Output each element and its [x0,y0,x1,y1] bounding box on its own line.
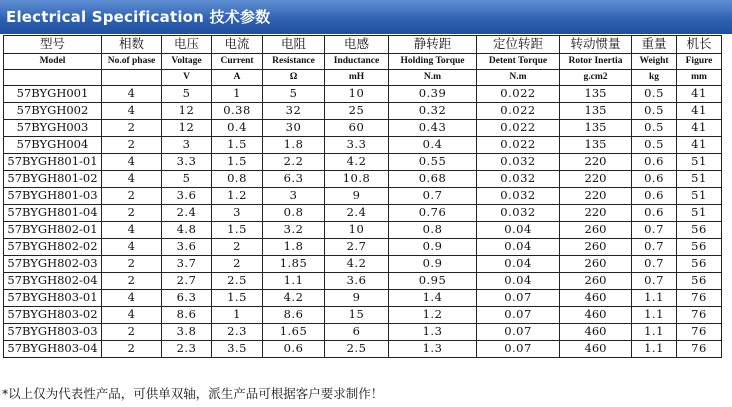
table-cell: 135 [560,86,632,103]
table-cell: 32 [263,103,325,120]
table-row [4,120,722,137]
table-cell: 76 [677,290,722,307]
table-cell: 2.7 [325,239,389,256]
table-cell: 5 [263,86,325,103]
header-cell: Detent Torque [477,54,560,70]
table-cell: 1.65 [263,324,325,341]
table-cell: 1.5 [212,290,263,307]
table-cell: 8.6 [162,307,212,324]
table-row [4,86,722,103]
table-cell: 1.3 [389,324,477,341]
table-cell: 51 [677,171,722,188]
table-cell: 15 [325,307,389,324]
table-cell: 460 [560,324,632,341]
table-cell: 460 [560,290,632,307]
table-cell: 3 [263,188,325,205]
header-row-english [4,54,722,70]
table-cell: 56 [677,222,722,239]
table-cell: 2 [102,324,162,341]
model-cell: 57BYGH803-03 [4,324,102,341]
table-cell: 1.2 [389,307,477,324]
table-cell: 5 [162,171,212,188]
table-cell: 2 [102,256,162,273]
table-cell: 76 [677,324,722,341]
unit-cell: g.cm2 [560,70,632,86]
header-cell: No.of phase [102,54,162,70]
table-cell: 1.8 [263,239,325,256]
table-cell: 220 [560,154,632,171]
table-cell: 0.022 [477,103,560,120]
table-cell: 1.5 [212,222,263,239]
table-cell: 12 [162,103,212,120]
table-cell: 0.4 [389,137,477,154]
table-row [4,324,722,341]
table-cell: 30 [263,120,325,137]
table-cell: 51 [677,154,722,171]
table-cell: 2.3 [212,324,263,341]
page-title: Electrical Specification 技术参数 [6,8,271,26]
table-cell: 0.9 [389,239,477,256]
table-cell: 260 [560,239,632,256]
table-cell: 4.8 [162,222,212,239]
table-cell: 0.6 [632,171,677,188]
header-cell: Inductance [325,54,389,70]
header-cell: 电流 [212,36,263,54]
table-cell: 1.4 [389,290,477,307]
header-cell: 机长 [677,36,722,54]
table-cell: 51 [677,188,722,205]
header-cell: 相数 [102,36,162,54]
title-banner [0,0,732,34]
table-cell: 12 [162,120,212,137]
table-row [4,188,722,205]
table-cell: 2.2 [263,154,325,171]
table-cell: 0.04 [477,256,560,273]
unit-cell [4,70,102,86]
table-cell: 0.5 [632,103,677,120]
model-cell: 57BYGH803-04 [4,341,102,358]
unit-cell: mm [677,70,722,86]
header-cell: 电压 [162,36,212,54]
table-cell: 2 [102,205,162,222]
unit-cell: kg [632,70,677,86]
table-cell: 0.68 [389,171,477,188]
table-cell: 41 [677,120,722,137]
table-cell: 0.5 [632,137,677,154]
table-cell: 0.8 [263,205,325,222]
model-cell: 57BYGH801-01 [4,154,102,171]
table-cell: 1.5 [212,154,263,171]
table-cell: 0.022 [477,120,560,137]
table-cell: 0.55 [389,154,477,171]
table-cell: 1.2 [212,188,263,205]
table-cell: 4 [102,222,162,239]
table-cell: 0.07 [477,307,560,324]
model-cell: 57BYGH002 [4,103,102,120]
table-row [4,154,722,171]
header-cell: 转动惯量 [560,36,632,54]
table-cell: 0.76 [389,205,477,222]
header-cell: Model [4,54,102,70]
table-cell: 2.5 [325,341,389,358]
table-cell: 0.032 [477,154,560,171]
table-cell: 2 [102,341,162,358]
table-cell: 0.4 [212,120,263,137]
unit-cell: N.m [389,70,477,86]
table-cell: 4 [102,171,162,188]
specification-rows [4,86,722,358]
table-cell: 2 [102,137,162,154]
table-cell: 0.39 [389,86,477,103]
table-cell: 0.07 [477,290,560,307]
header-cell: Voltage [162,54,212,70]
table-cell: 0.04 [477,239,560,256]
table-cell: 135 [560,137,632,154]
table-cell: 9 [325,290,389,307]
table-cell: 3.3 [162,154,212,171]
table-cell: 56 [677,239,722,256]
table-cell: 56 [677,256,722,273]
unit-cell [102,70,162,86]
table-cell: 3.6 [162,239,212,256]
table-cell: 0.6 [632,188,677,205]
table-cell: 2 [102,120,162,137]
table-cell: 0.7 [632,256,677,273]
header-row-chinese [4,36,722,54]
table-cell: 2.7 [162,273,212,290]
table-row [4,341,722,358]
table-row [4,171,722,188]
table-cell: 1.1 [263,273,325,290]
table-cell: 6.3 [263,171,325,188]
table-row [4,239,722,256]
table-cell: 3 [212,205,263,222]
table-cell: 6 [325,324,389,341]
table-cell: 5 [162,86,212,103]
table-cell: 3 [162,137,212,154]
table-cell: 1.5 [212,137,263,154]
table-cell: 3.8 [162,324,212,341]
table-cell: 2.4 [325,205,389,222]
table-cell: 0.32 [389,103,477,120]
table-cell: 260 [560,256,632,273]
header-cell: Resistance [263,54,325,70]
table-cell: 76 [677,307,722,324]
model-cell: 57BYGH802-03 [4,256,102,273]
table-cell: 3.5 [212,341,263,358]
table-cell: 0.032 [477,205,560,222]
table-cell: 1.85 [263,256,325,273]
table-cell: 0.5 [632,86,677,103]
table-cell: 0.07 [477,324,560,341]
table-row [4,273,722,290]
table-cell: 0.9 [389,256,477,273]
table-cell: 56 [677,273,722,290]
table-cell: 4 [102,290,162,307]
table-cell: 60 [325,120,389,137]
table-cell: 2 [212,256,263,273]
table-cell: 0.04 [477,222,560,239]
table-cell: 0.6 [632,154,677,171]
table-cell: 135 [560,103,632,120]
table-cell: 2 [102,273,162,290]
table-cell: 0.38 [212,103,263,120]
table-cell: 2 [212,239,263,256]
table-cell: 1 [212,307,263,324]
table-cell: 3.6 [162,188,212,205]
table-cell: 25 [325,103,389,120]
table-row [4,290,722,307]
table-cell: 9 [325,188,389,205]
table-cell: 1.3 [389,341,477,358]
header-cell: Current [212,54,263,70]
table-cell: 2.3 [162,341,212,358]
unit-cell: V [162,70,212,86]
table-cell: 0.43 [389,120,477,137]
table-cell: 3.2 [263,222,325,239]
table-cell: 0.07 [477,341,560,358]
header-cell: 定位转距 [477,36,560,54]
table-row [4,137,722,154]
table-row [4,222,722,239]
table-cell: 0.8 [212,171,263,188]
specification-table [3,35,722,358]
header-cell: 型号 [4,36,102,54]
unit-cell: Ω [263,70,325,86]
table-cell: 0.032 [477,188,560,205]
unit-cell: N.m [477,70,560,86]
table-cell: 0.6 [263,341,325,358]
model-cell: 57BYGH803-02 [4,307,102,324]
table-cell: 1.1 [632,307,677,324]
footnote: *以上仅为代表性产品，可供单双轴，派生产品可根据客户要求制作！ [2,386,384,401]
table-cell: 4 [102,239,162,256]
table-cell: 2.4 [162,205,212,222]
header-cell: 电感 [325,36,389,54]
table-cell: 4.2 [325,154,389,171]
table-cell: 0.6 [632,205,677,222]
table-cell: 460 [560,307,632,324]
table-cell: 3.3 [325,137,389,154]
table-cell: 135 [560,120,632,137]
table-cell: 1.8 [263,137,325,154]
table-cell: 1 [212,86,263,103]
table-cell: 4 [102,86,162,103]
table-cell: 0.032 [477,171,560,188]
table-cell: 10 [325,222,389,239]
table-cell: 51 [677,205,722,222]
table-cell: 3.7 [162,256,212,273]
header-cell: 电阻 [263,36,325,54]
table-cell: 260 [560,222,632,239]
header-cell: 静转距 [389,36,477,54]
table-cell: 0.7 [632,273,677,290]
model-cell: 57BYGH001 [4,86,102,103]
table-cell: 2 [102,188,162,205]
model-cell: 57BYGH803-01 [4,290,102,307]
unit-cell: A [212,70,263,86]
model-cell: 57BYGH003 [4,120,102,137]
table-cell: 0.7 [632,222,677,239]
table-cell: 220 [560,205,632,222]
table-cell: 1.1 [632,290,677,307]
table-cell: 1.1 [632,341,677,358]
model-cell: 57BYGH801-02 [4,171,102,188]
table-cell: 220 [560,171,632,188]
table-row [4,256,722,273]
model-cell: 57BYGH801-03 [4,188,102,205]
header-cell: Weight [632,54,677,70]
table-cell: 260 [560,273,632,290]
header-cell: 重量 [632,36,677,54]
model-cell: 57BYGH004 [4,137,102,154]
table-cell: 0.7 [389,188,477,205]
table-cell: 0.8 [389,222,477,239]
table-cell: 4 [102,103,162,120]
table-row [4,205,722,222]
table-cell: 10 [325,86,389,103]
table-cell: 0.5 [632,120,677,137]
model-cell: 57BYGH802-01 [4,222,102,239]
model-cell: 57BYGH801-04 [4,205,102,222]
header-cell: Figure [677,54,722,70]
table-cell: 0.022 [477,137,560,154]
table-row [4,307,722,324]
table-cell: 41 [677,103,722,120]
table-cell: 3.6 [325,273,389,290]
table-cell: 0.022 [477,86,560,103]
table-cell: 41 [677,137,722,154]
table-cell: 4 [102,154,162,171]
table-row [4,103,722,120]
table-cell: 4.2 [325,256,389,273]
model-cell: 57BYGH802-02 [4,239,102,256]
table-cell: 1.1 [632,324,677,341]
table-cell: 8.6 [263,307,325,324]
table-cell: 0.95 [389,273,477,290]
table-cell: 6.3 [162,290,212,307]
model-cell: 57BYGH802-04 [4,273,102,290]
table-cell: 76 [677,341,722,358]
unit-cell: mH [325,70,389,86]
table-cell: 220 [560,188,632,205]
header-row-units [4,70,722,86]
table-cell: 4.2 [263,290,325,307]
table-cell: 10.8 [325,171,389,188]
table-cell: 41 [677,86,722,103]
table-cell: 4 [102,307,162,324]
table-cell: 0.04 [477,273,560,290]
table-cell: 2.5 [212,273,263,290]
header-cell: Holding Torque [389,54,477,70]
header-cell: Rotor Inertia [560,54,632,70]
table-cell: 460 [560,341,632,358]
table-cell: 0.7 [632,239,677,256]
